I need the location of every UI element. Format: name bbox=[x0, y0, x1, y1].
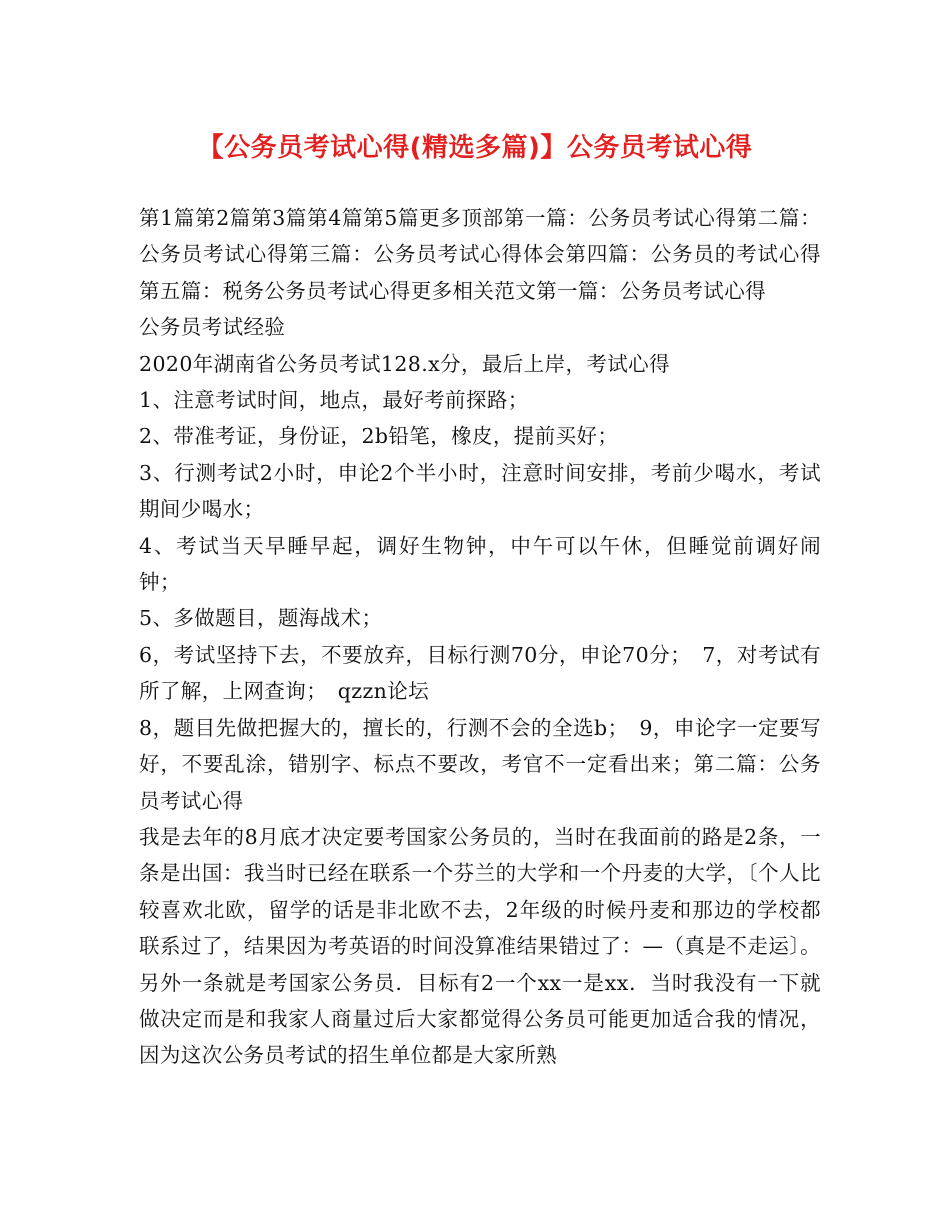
paragraph-intro: 2020年湖南省公务员考试128.x分，最后上岸，考试心得 bbox=[139, 351, 670, 376]
paragraph-item-5: 5、多做题目，题海战术； bbox=[139, 606, 383, 631]
paragraph-item-8-9: 8，题目先做把握大的，擅长的，行测不会的全选b； 9，申论字一定要写好，不要乱涂，错别字、标点不要改，考官不一定看出来；第二篇：公务员考试心得 bbox=[139, 715, 821, 813]
paragraph-second-article: 我是去年的8月底才决定要考国家公务员的，当时在我面前的路是2条，一条是出国：我当时已经在联系一个芬兰的大学和一个丹麦的大学，〔个人比较喜欢北欧，留学的话是非北欧不去，2年级的时候丹麦和那边的学校都联系过了，结果因为考英语的时间没算准结果错过了：—（真是不走运〕。另外一条就是考国家公务员．目标有2一个xx一是xx．当时我没有一下就做决定而是和我家人商量过后大家都觉得公务员可能更加适合我的情况，因为这次公务员考试的招生单位都是大家所熟 bbox=[139, 824, 821, 1068]
paragraph-heading-experience: 公务员考试经验 bbox=[139, 315, 286, 340]
paragraph-toc: 第1篇第2篇第3篇第4篇第5篇更多顶部第一篇：公务员考试心得第二篇：公务员考试心得第三篇：公务员考试心得体会第四篇：公务员的考试心得第五篇：税务公务员考试心得更多相关范文第一篇：公务员考试心得 bbox=[139, 206, 821, 303]
document-title: 【公务员考试心得(精选多篇)】公务员考试心得 bbox=[197, 133, 753, 163]
paragraph-item-6-7: 6，考试坚持下去，不要放弃，目标行测70分，申论70分； 7，对考试有所了解，上网查询； qzzn论坛 bbox=[139, 642, 821, 704]
document-body bbox=[139, 200, 821, 1074]
paragraph-item-3: 3、行测考试2小时，申论2个半小时，注意时间安排，考前少喝水，考试期间少喝水； bbox=[139, 460, 821, 522]
paragraph-item-4: 4、考试当天早睡早起，调好生物钟，中午可以午休，但睡觉前调好闹钟； bbox=[139, 533, 821, 595]
paragraph-item-2: 2、带准考证，身份证，2b铅笔，橡皮，提前买好； bbox=[139, 424, 619, 449]
paragraph-item-1: 1、注意考试时间，地点，最好考前探路； bbox=[139, 388, 529, 413]
